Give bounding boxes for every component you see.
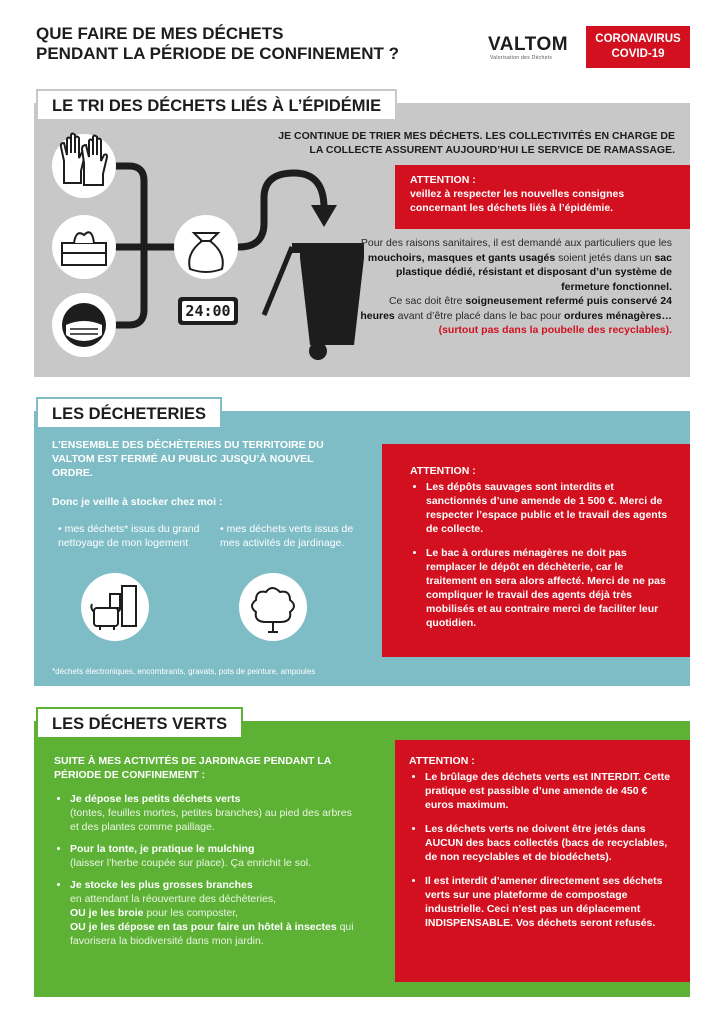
attention-label: ATTENTION : <box>410 174 476 186</box>
body-bold: ordures ménagères… <box>564 309 672 322</box>
section-green-waste-heading: LES DÉCHETS VERTS <box>36 707 243 737</box>
list-item-bold: Pour la tonte, je pratique le mulching <box>70 843 255 855</box>
covid-badge <box>586 26 690 68</box>
green-waste-actions <box>56 792 356 956</box>
list-item-text: (laisser l’herbe coupée sur place). Ça enrichit le sol. <box>70 857 312 869</box>
body-bold: mouchoirs, masques et gants usagés <box>367 251 556 264</box>
tree-icon <box>238 572 308 642</box>
body-warning: (surtout pas dans la poubelle des recyclables). <box>438 324 672 336</box>
arrow-head-icon <box>311 205 337 227</box>
section-epidemic-intro: JE CONTINUE DE TRIER MES DÉCHETS. LES COLLECTIVITÉS EN CHARGE DE LA COLLECTE ASSURENT AUJOURD’HUI LE SERVICE DE RAMASSAGE. <box>278 130 675 156</box>
storage-item-household: • mes déchets* issus du grand nettoyage de mon logement <box>58 523 200 549</box>
body-text: Pour des raisons sanitaires, il est demandé aux particuliers que les <box>360 237 672 249</box>
logo-tagline: Valorisation des Déchets <box>490 55 553 61</box>
attention-text: veillez à respecter les nouvelles consignes concernant les déchets liés à l’épidémie. <box>410 188 625 214</box>
section-green-waste-intro: SUITE À MES ACTIVITÉS DE JARDINAGE PENDANT LA PÉRIODE DE CONFINEMENT : <box>54 755 331 781</box>
masked-face-icon <box>62 303 106 347</box>
page-title <box>36 24 399 64</box>
attention-item: • Il est interdit d’amener directement ses déchets verts sur une plateforme de compostage industrielle. Ceci n’est pas un déplacement INDISPENSABLE. Vos déchets seront refusés. <box>425 874 678 930</box>
list-item-bold: OU je les broie <box>70 907 144 919</box>
section-epidemic-attention-box <box>395 165 690 229</box>
attention-label: ATTENTION : <box>410 465 476 477</box>
section-green-waste-attention-box <box>395 740 690 982</box>
list-item-text: pour les composter, <box>143 907 239 919</box>
list-item <box>70 842 356 870</box>
section-dechetteries-heading: LES DÉCHETERIES <box>36 397 222 427</box>
section-dechetteries-attention-box <box>382 444 690 657</box>
trash-bin-icon <box>264 243 364 360</box>
body-text: avant d’être placé dans le bac pour <box>394 309 565 322</box>
list-item-text: qui favorisera la biodiversité dans mon jardin. <box>70 921 354 947</box>
attention-label: ATTENTION : <box>409 755 475 767</box>
attention-item: • Le brûlage des déchets verts est INTERDIT. Cette pratique est passible d’une amende de 450 € euros maximum. <box>425 770 678 812</box>
valtom-logo: VALTOM <box>488 34 569 55</box>
storage-heading: Donc je veille à stocker chez moi : <box>52 496 223 508</box>
list-item <box>70 792 356 834</box>
list-item-bold: OU je les dépose en tas pour faire un hôtel à insectes <box>70 921 337 933</box>
list-item-bold: Je stocke les plus grosses branches <box>70 879 253 891</box>
title-line-2: PENDANT LA PÉRIODE DE CONFINEMENT ? <box>36 44 399 63</box>
title-line-1: QUE FAIRE DE MES DÉCHETS <box>36 24 284 43</box>
body-text: soient jetés dans un <box>555 251 655 264</box>
covid-badge-line-1: CORONAVIRUS <box>595 33 681 45</box>
list-item <box>70 878 356 948</box>
storage-item-text: mes déchets verts issus de mes activités de jardinage. <box>220 523 354 549</box>
covid-badge-line-2: COVID-19 <box>611 48 665 60</box>
attention-item: • Les dépôts sauvages sont interdits et sanctionnés d’une amende de 1 500 €. Merci de respecter l’espace public et le travail des agents de collecte. <box>426 480 676 536</box>
storage-item-text: mes déchets* issus du grand nettoyage de mon logement <box>58 523 200 549</box>
body-bold: sac plastique dédié, résistant et disposant d’un système de fermeture fonctionnel. <box>396 251 672 293</box>
bulky-waste-icon <box>80 572 150 642</box>
list-item-text: (tontes, feuilles mortes, petites branches) au pied des arbres et des plantes comme paillage. <box>70 807 352 833</box>
body-bold: soigneusement refermé puis conservé 24 heures <box>360 295 672 322</box>
list-item-text: en attendant la réouverture des déchèteries, <box>70 893 277 905</box>
list-item-bold: Je dépose les petits déchets verts <box>70 793 241 805</box>
section-epidemic-body <box>360 236 672 338</box>
footnote: *déchets électroniques, encombrants, gravats, pots de peinture, ampoules <box>52 667 316 676</box>
body-text: Ce sac doit être <box>388 295 466 307</box>
attention-item: • Les déchets verts ne doivent être jetés dans AUCUN des bacs collectés (bacs de recyclables, de non recyclables et de biodéchets). <box>425 822 678 864</box>
attention-item: • Le bac à ordures ménagères ne doit pas remplacer le dépôt en déchèterie, car le traitement en sera alors affecté. Merci de ne pas compliquer le travail des agents déjà très mobilisés et au contraire merci de faciliter leur quotidien. <box>426 546 676 630</box>
section-epidemic-heading: LE TRI DES DÉCHETS LIÉS À L’ÉPIDÉMIE <box>36 89 397 119</box>
storage-item-green: • mes déchets verts issus de mes activités de jardinage. <box>220 523 354 549</box>
connector-line-to-bin <box>239 173 324 247</box>
clock-display: 24:00 <box>185 302 231 320</box>
section-dechetteries-intro: L’ENSEMBLE DES DÉCHÈTERIES DU TERRITOIRE DU VALTOM EST FERMÉ AU PUBLIC JUSQU’À NOUVEL ORDRE. <box>52 439 324 479</box>
